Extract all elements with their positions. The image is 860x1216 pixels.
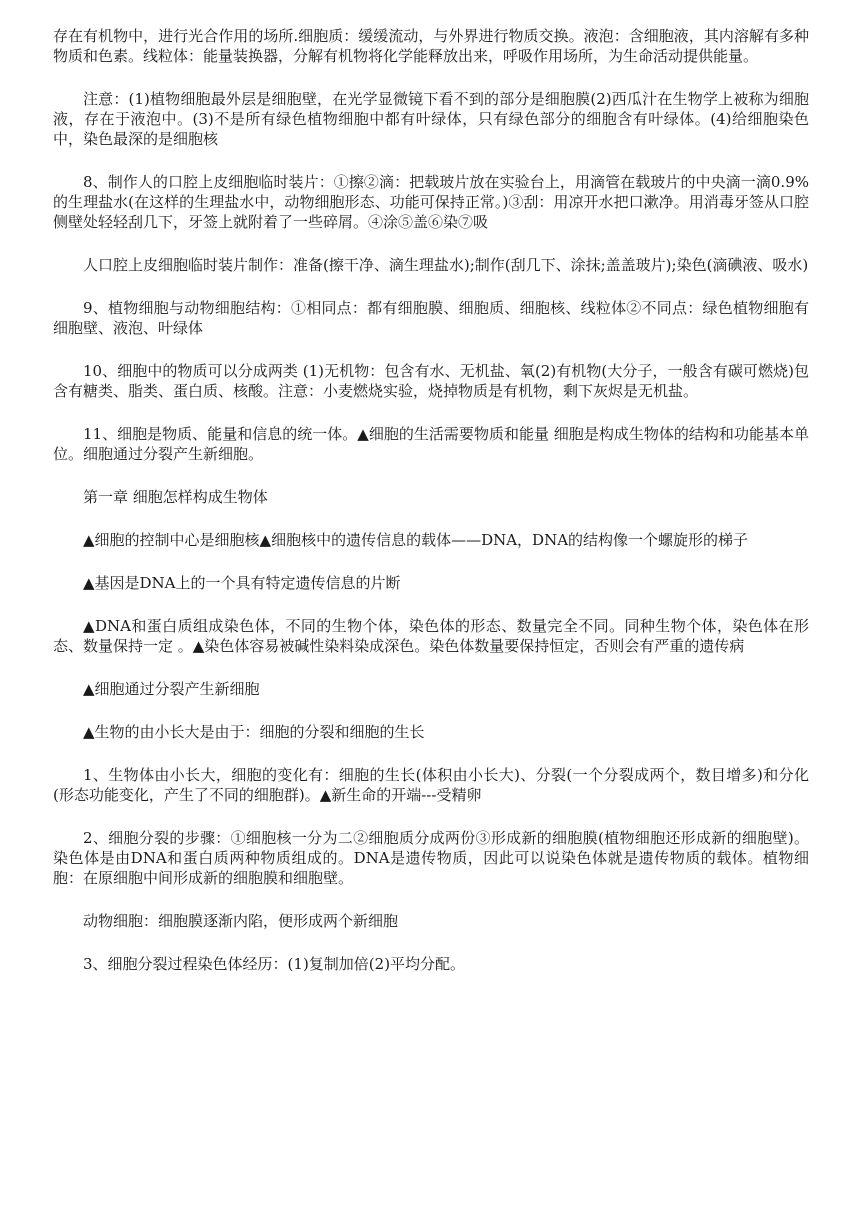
paragraph-item-9: 9、植物细胞与动物细胞结构：①相同点：都有细胞膜、细胞质、细胞核、线粒体②不同点：绿色植物细胞有细胞壁、液泡、叶绿体 (53, 299, 809, 337)
chapter-heading: 第一章 细胞怎样构成生物体 (83, 488, 268, 506)
document-body (53, 26, 809, 997)
paragraph-slide-steps: 人口腔上皮细胞临时装片制作：准备(擦干净、滴生理盐水);制作(刮几下、涂抹;盖盖玻片);染色(滴碘液、吸水) (83, 256, 809, 274)
paragraph-organelles: 存在有机物中，进行光合作用的场所.细胞质：缓缓流动，与外界进行物质交换。液泡：含细胞液，其内溶解有多种物质和色素。线粒体：能量装换器，分解有机物将化学能释放出来，呼吸作用场所，为生命活动提供能量。 (53, 27, 809, 65)
paragraph-item-1: 1、生物体由小长大，细胞的变化有：细胞的生长(体积由小长大)、分裂(一个分裂成两个，数目增多)和分化(形态功能变化，产生了不同的细胞群)。▲新生命的开端---受精卵 (53, 766, 809, 804)
paragraph-item-3: 3、细胞分裂过程染色体经历：(1)复制加倍(2)平均分配。 (83, 955, 466, 973)
paragraph-chromosome: ▲DNA和蛋白质组成染色体，不同的生物个体，染色体的形态、数量完全不同。同种生物个体，染色体在形态、数量保持一定 。▲染色体容易被碱性染料染成深色。染色体数量要保持恒定，否则会有严重的遗传病 (53, 617, 809, 655)
paragraph-division: ▲细胞通过分裂产生新细胞 (83, 680, 260, 698)
paragraph-item-10: 10、细胞中的物质可以分成两类 (1)无机物：包含有水、无机盐、氧(2)有机物(大分子，一般含有碳可燃烧)包含有糖类、脂类、蛋白质、核酸。注意：小麦燃烧实验，烧掉物质是有机物，剩下灰烬是无机盐。 (53, 362, 809, 400)
paragraph-item-2: 2、细胞分裂的步骤：①细胞核一分为二②细胞质分成两份③形成新的细胞膜(植物细胞还形成新的细胞壁)。染色体是由DNA和蛋白质两种物质组成的。DNA是遗传物质，因此可以说染色体就是遗传物质的载体。植物细胞：在原细胞中间形成新的细胞膜和细胞壁。 (53, 829, 809, 887)
paragraph-animal-cell: 动物细胞：细胞膜逐渐内陷，便形成两个新细胞 (83, 912, 399, 930)
paragraph-gene: ▲基因是DNA上的一个具有特定遗传信息的片断 (83, 574, 401, 592)
paragraph-nucleus: ▲细胞的控制中心是细胞核▲细胞核中的遗传信息的载体——DNA，DNA的结构像一个螺旋形的梯子 (83, 531, 749, 549)
paragraph-item-8: 8、制作人的口腔上皮细胞临时装片：①擦②滴：把载玻片放在实验台上，用滴管在载玻片的中央滴一滴0.9%的生理盐水(在这样的生理盐水中，动物细胞形态、功能可保持正常。)③刮：用凉开水把口漱净。用消毒牙签从口腔侧壁处轻轻刮几下，牙签上就附着了一些碎屑。④涂⑤盖⑥染⑦吸 (53, 173, 809, 231)
paragraph-note: 注意：(1)植物细胞最外层是细胞壁，在光学显微镜下看不到的部分是细胞膜(2)西瓜汁在生物学上被称为细胞液，存在于液泡中。(3)不是所有绿色植物细胞中都有叶绿体，只有绿色部分的细胞含有叶绿体。(4)给细胞染色中，染色最深的是细胞核 (53, 90, 809, 148)
paragraph-item-11: 11、细胞是物质、能量和信息的统一体。▲细胞的生活需要物质和能量 细胞是构成生物体的结构和功能基本单位。细胞通过分裂产生新细胞。 (53, 425, 809, 463)
paragraph-growth: ▲生物的由小长大是由于：细胞的分裂和细胞的生长 (83, 723, 425, 741)
